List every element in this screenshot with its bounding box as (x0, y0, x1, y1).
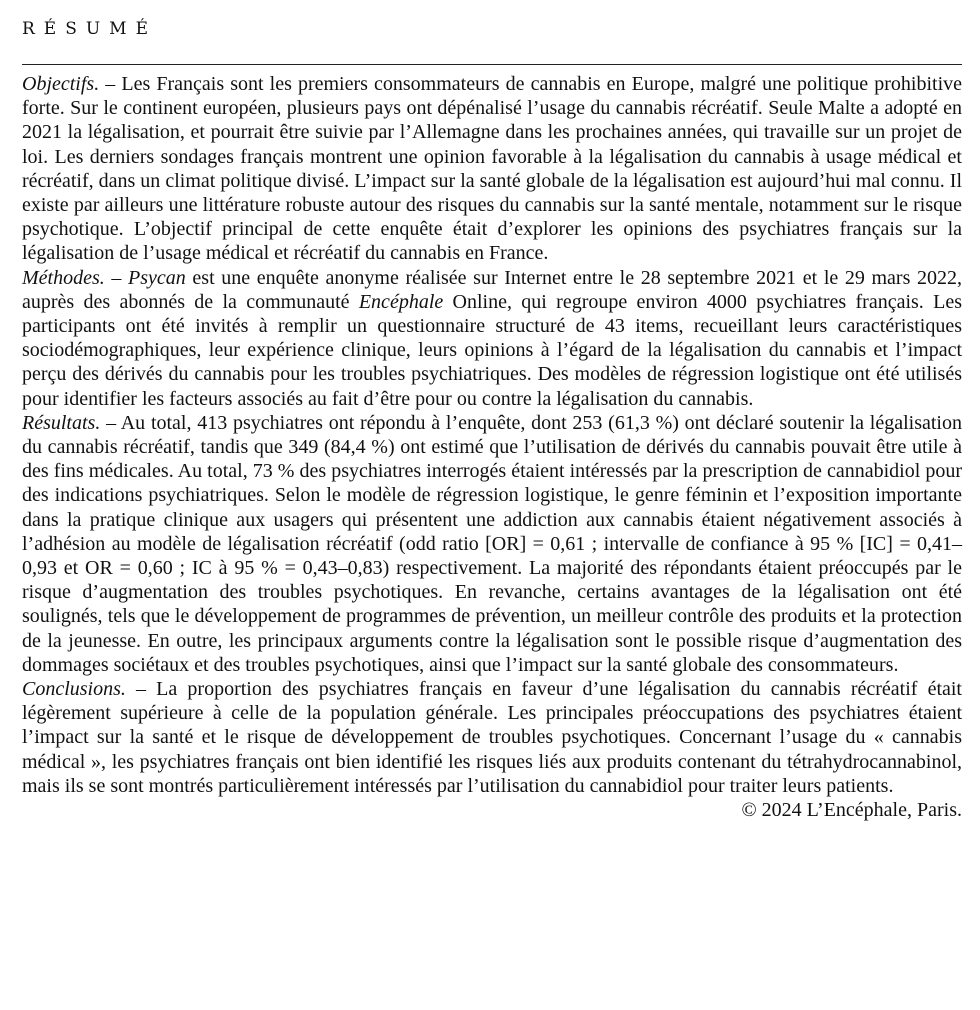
conclusions-paragraph (22, 677, 962, 798)
objectifs-label: Objectifs. (22, 73, 100, 95)
methodes-text-a: est une enquête anonyme réalisée sur Internet entre le 28 septembre 2021 et le 29 mars 2022, auprès des abonnés de la communauté (22, 266, 963, 313)
resultats-text: – Au total, 413 psychiatres ont répondu à l’enquête, dont 253 (61,3 %) ont déclaré soutenir la légalisation du cannabis récréatif, tandis que 349 (84,4 %) ont estimé que l’utilisation de dérivés du cannabis pouvait être utile à des fins médicales. Au total, 73 % des psychiatres interrogés étaient intéressés par la prescription de cannabidiol pour des indications psychiatriques. Selon le modèle de régression logistique, le genre féminin et l’exposition importante dans la pratique clinique aux usagers qui présentent une addiction aux cannabis étaient négativement associés à l’adhésion au modèle de légalisation récréatif (odd ratio [OR] = 0,61 ; intervalle de confiance à 95 % [IC] = 0,41–0,93 et OR = 0,60 ; IC à 95 % = 0,43–0,83) respectivement. La majorité des répondants étaient préoccupés par le risque d’augmentation des troubles psychotiques. En revanche, certains avantages de la légalisation ont été soulignés, tels que le développement de programmes de prévention, un meilleur contrôle des produits et la protection de la jeunesse. En outre, les principaux arguments contre la légalisation sont le possible risque d’augmentation des dommages sociétaux et des troubles psychotiques, ainsi que l’impact sur la santé globale des consommateurs. (22, 411, 962, 676)
objectifs-paragraph (22, 72, 962, 266)
objectifs-text: – Les Français sont les premiers consommateurs de cannabis en Europe, malgré une politique prohibitive forte. Sur le continent européen, plusieurs pays ont dépénalisé l’usage du cannabis récréatif. Seule Malte a adopté en 2021 la légalisation, et pourrait être suivie par l’Allemagne dans les prochaines années, qui travaille sur un projet de loi. Les derniers sondages français montrent une opinion favorable à la légalisation du cannabis à usage médical et récréatif, dans un climat politique divisé. L’impact sur la santé globale de la légalisation est aujourd’hui mal connu. Il existe par ailleurs une littérature robuste autour des risques du cannabis sur la santé mentale, notamment sur le risque psychotique. L’objectif principal de cette enquête était d’explorer les opinions des psychiatres français sur la légalisation de l’usage médical et récréatif du cannabis en France. (22, 73, 962, 265)
abstract-body (22, 72, 962, 822)
conclusions-label: Conclusions. (22, 678, 126, 701)
copyright-notice: © 2024 L’Encéphale, Paris. (741, 799, 962, 822)
resultats-label: Résultats. (22, 411, 101, 434)
resultats-paragraph (22, 411, 962, 677)
heading-divider (22, 64, 962, 65)
conclusions-text: – La proportion des psychiatres français en faveur d’une légalisation du cannabis récréatif était légèrement supérieure à celle de la population générale. Les principales préoccupations des psychiatres étaient l’impact sur la santé et le risque de développement de troubles psychotiques. Concernant l’usage du « cannabis médical », les psychiatres français ont bien identifié les risques liés aux produits contenant du tétrahydrocannabinol, mais ils se sont montrés particulièrement intéressés par l’utilisation du cannabidiol pour traiter leurs patients. (22, 678, 962, 797)
methodes-dash: – (104, 266, 129, 289)
encephale-name: Encéphale (358, 290, 444, 313)
methodes-text-b: Online, qui regroupe environ 4000 psychiatres français. Les participants ont été invités à remplir un questionnaire structuré de 43 items, recueillant leurs caractéristiques sociodémographiques, leur expérience clinique, leurs opinions à l’égard de la légalisation du cannabis et l’impact perçu des dérivés du cannabis pour les troubles psychiatriques. Des modèles de régression logistique ont été utilisés pour identifier les facteurs associés au fait d’être pour ou contre la légalisation du cannabis. (22, 290, 962, 410)
methodes-paragraph (22, 266, 962, 411)
section-heading: RÉSUMÉ (22, 19, 157, 39)
psycan-name: Psycan (128, 266, 186, 289)
methodes-label: Méthodes. (22, 266, 105, 289)
